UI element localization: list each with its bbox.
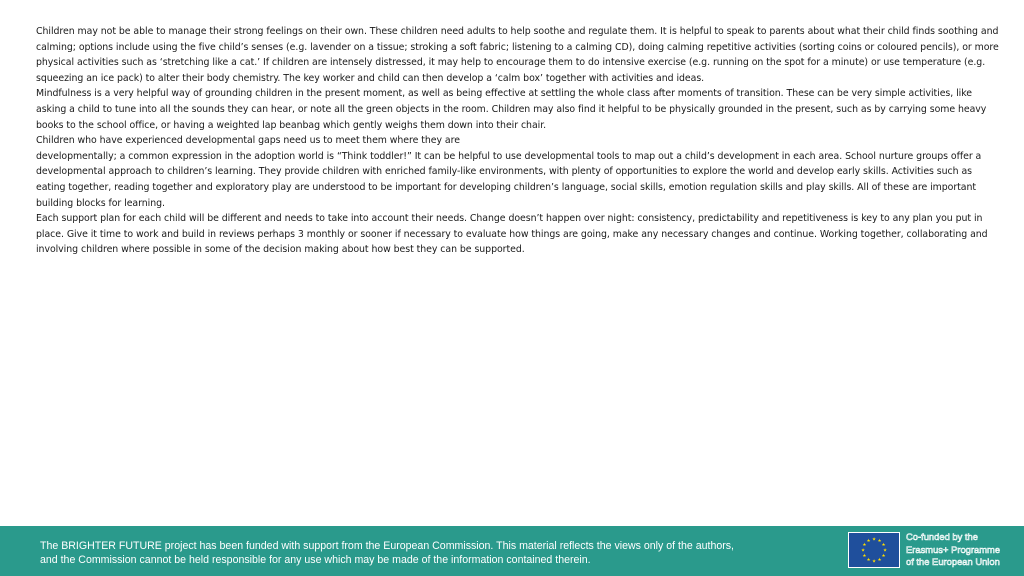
flag-star-icon: ★ [877,558,882,564]
funding-disclaimer [40,539,820,567]
paragraph: Mindfulness is a very helpful way of grounding children in the present moment, as well as being effective at settling the whole class after moments of transition. These can be very simple activities, like asking a child to tune into all the sounds they can hear, or note all the green objects in the room. Children may also find it helpful to be physically grounded in the present, such as by carrying some heavy books to the school office, or having a weighted lap beanbag which gently weighs them down into their chair. [36,88,987,131]
footer-bar [0,526,1024,576]
eu-flag-icon [848,532,900,568]
paragraph: Each support plan for each child will be different and needs to take into account their needs. Change doesn’t happen over night: consistency, predictability and repetitiveness is key to any plan you put in place. Give it time to work and build in reviews perhaps 3 monthly or sooner if necessary to evaluate how things are going, make any necessary changes and continue. Working together, collaborating and involving children where possible in some of the decision making about how best they can be supported. [36,213,988,256]
paragraph: Children who have experienced developmental gaps need us to meet them where they are [36,135,460,147]
flag-star-icon: ★ [881,554,886,560]
paragraph: Children may not be able to manage their strong feelings on their own. These children need adults to help soothe and regulate them. It is helpful to speak to parents about what their child finds soothing and calming; options include using the five child’s senses (e.g. lavender on a tissue; stroking a soft fabric; listening to a calming CD), doing calming repetitive activities (sorting coins or coloured pencils), or more physical activities such as ‘stretching like a cat.’ If children are intensely distressed, it may help to encourage them to do intensive exercise (e.g. running on the spot for a minute) or use temperature (e.g. squeezing an ice pack) to alter their body chemistry. The key worker and child can then develop a ‘calm box’ together with activities and ideas. [36,26,999,84]
flag-star-icon: ★ [871,559,877,565]
flag-star-icon: ★ [881,543,886,549]
cofunded-label [906,531,1018,569]
flag-star-icon: ★ [871,537,877,543]
flag-star-icon: ★ [877,539,882,545]
flag-star-icon: ★ [882,548,888,554]
flag-star-icon: ★ [862,554,867,560]
document-body [36,24,1004,258]
flag-star-icon: ★ [862,543,867,549]
cofunded-line: Co-funded by the [906,531,978,542]
flag-star-icon: ★ [866,539,871,545]
paragraph: developmentally; a common expression in the adoption world is “Think toddler!” It can be helpful to use developmental tools to map out a child’s development in each area. School nurture groups offer a developmental approach to children’s learning. They provide children with enriched family-like environments, with plenty of opportunities to explore the world and develop early skills. Activities such as eating together, reading together and exploratory play are understood to be important for developing children’s language, social skills, emotion regulation skills and play skills. All of these are important building blocks for learning. [36,150,982,209]
cofunded-line: of the European Union [906,556,1000,567]
flag-star-icon: ★ [860,548,866,554]
cofunded-line: Erasmus+ Programme [906,543,1001,555]
flag-star-icon: ★ [866,558,871,564]
disclaimer-line: and the Commission cannot be held responsible for any use which may be made of the information contained therein. [40,554,591,566]
disclaimer-line: The BRIGHTER FUTURE project has been funded with support from the European Commission. This material reflects the views only of the authors, [40,540,734,552]
